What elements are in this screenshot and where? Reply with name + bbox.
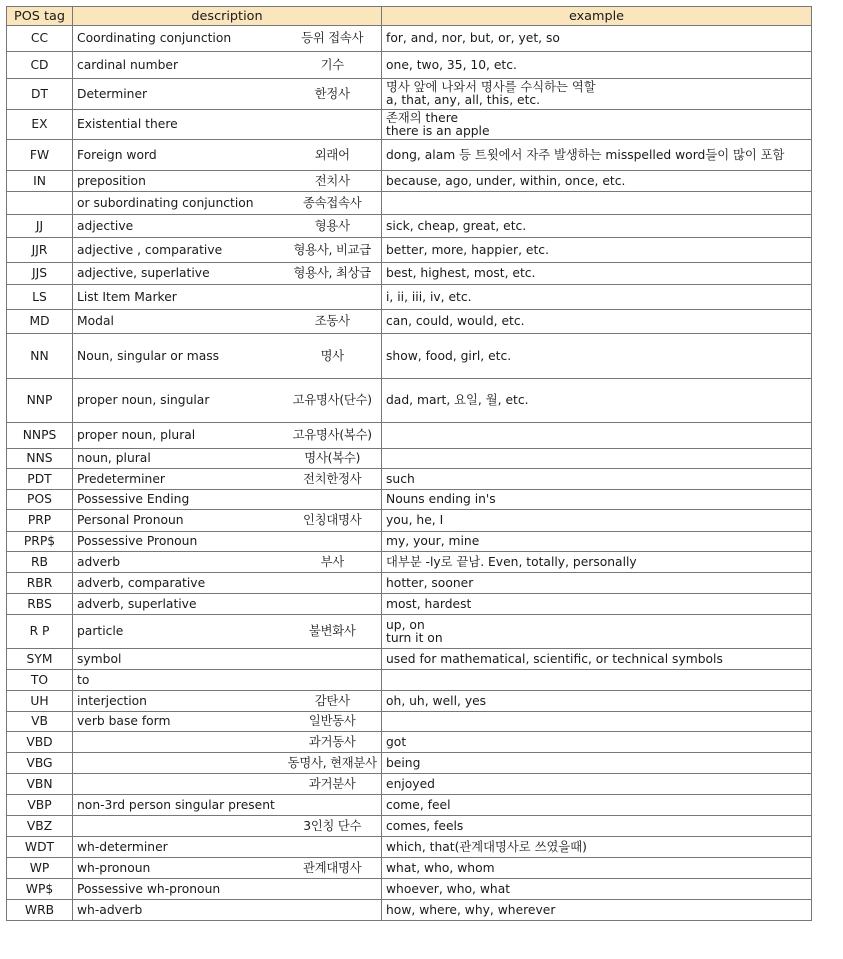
example-line: dong, alam 등 트윗에서 자주 발생하는 misspelled word들이 많이 포함 (386, 147, 785, 162)
table-row (7, 670, 812, 691)
example-line: such (386, 471, 415, 486)
pos-tag-cell: WP$ (7, 879, 73, 900)
example-line: comes, feels (386, 818, 464, 833)
korean-description-cell: 관계대명사 (284, 858, 382, 879)
korean-description-cell: 3인칭 단수 (284, 816, 382, 837)
example-cell (382, 192, 812, 215)
table-row (7, 753, 812, 774)
example-cell (382, 310, 812, 334)
table-row (7, 816, 812, 837)
example-cell (382, 649, 812, 670)
description-cell: preposition (73, 171, 284, 192)
table-row (7, 573, 812, 594)
pos-tag-cell: FW (7, 140, 73, 171)
korean-description-cell (284, 594, 382, 615)
table-row (7, 691, 812, 712)
description-cell: adverb, comparative (73, 573, 284, 594)
description-cell: wh-determiner (73, 837, 284, 858)
korean-description-cell (284, 670, 382, 691)
table-row (7, 52, 812, 79)
korean-description-cell: 형용사, 최상급 (284, 263, 382, 285)
description-cell: Existential there (73, 110, 284, 140)
example-cell (382, 732, 812, 753)
header-row (7, 7, 812, 26)
korean-description-cell (284, 879, 382, 900)
korean-description-cell: 형용사, 비교급 (284, 238, 382, 263)
example-cell (382, 795, 812, 816)
example-cell (382, 712, 812, 732)
description-cell: wh-adverb (73, 900, 284, 921)
korean-description-cell (284, 110, 382, 140)
example-cell (382, 837, 812, 858)
pos-tag-cell: NN (7, 334, 73, 379)
table-row (7, 615, 812, 649)
pos-tag-cell: VBD (7, 732, 73, 753)
example-line: there is an apple (386, 123, 490, 138)
table-row (7, 310, 812, 334)
pos-tag-cell: NNS (7, 449, 73, 469)
description-cell: List Item Marker (73, 285, 284, 310)
example-cell (382, 285, 812, 310)
table-row (7, 510, 812, 532)
example-line: one, two, 35, 10, etc. (386, 57, 517, 72)
table-row (7, 552, 812, 573)
table-row (7, 732, 812, 753)
korean-description-cell: 전치사 (284, 171, 382, 192)
table-row (7, 334, 812, 379)
description-cell: proper noun, plural (73, 423, 284, 449)
pos-tag-cell: JJ (7, 215, 73, 238)
example-line: being (386, 755, 421, 770)
pos-tag-cell: R P (7, 615, 73, 649)
pos-tag-cell: WRB (7, 900, 73, 921)
example-cell (382, 900, 812, 921)
example-cell (382, 510, 812, 532)
description-cell: interjection (73, 691, 284, 712)
example-cell (382, 573, 812, 594)
example-line: dad, mart, 요일, 월, etc. (386, 393, 529, 407)
example-line: my, your, mine (386, 534, 480, 548)
example-cell (382, 238, 812, 263)
table-row (7, 469, 812, 490)
description-cell: adverb (73, 552, 284, 573)
table-row (7, 379, 812, 423)
description-cell: noun, plural (73, 449, 284, 469)
korean-description-cell: 고유명사(복수) (284, 423, 382, 449)
description-cell: particle (73, 615, 284, 649)
table-row (7, 423, 812, 449)
table-row (7, 285, 812, 310)
description-cell: or subordinating conjunction (73, 192, 284, 215)
example-line: got (386, 734, 407, 749)
example-cell (382, 110, 812, 140)
pos-tag-cell: CD (7, 52, 73, 79)
pos-tag-cell: UH (7, 691, 73, 712)
example-line: i, ii, iii, iv, etc. (386, 289, 472, 304)
korean-description-cell (284, 900, 382, 921)
header-pos-tag: POS tag (7, 7, 73, 26)
pos-tag-cell: LS (7, 285, 73, 310)
description-cell: adjective , comparative (73, 238, 284, 263)
example-cell (382, 334, 812, 379)
korean-description-cell: 감탄사 (284, 691, 382, 712)
table-row (7, 192, 812, 215)
korean-description-cell: 외래어 (284, 140, 382, 171)
example-cell (382, 423, 812, 449)
korean-description-cell (284, 837, 382, 858)
pos-tag-cell: WDT (7, 837, 73, 858)
description-cell: verb base form (73, 712, 284, 732)
table-row (7, 26, 812, 52)
korean-description-cell: 등위 접속사 (284, 26, 382, 52)
pos-tag-cell: PDT (7, 469, 73, 490)
pos-tag-cell: VBZ (7, 816, 73, 837)
description-cell: adjective, superlative (73, 263, 284, 285)
example-cell (382, 140, 812, 171)
table-row (7, 238, 812, 263)
description-cell: cardinal number (73, 52, 284, 79)
header-description: description (73, 7, 382, 26)
example-cell (382, 469, 812, 490)
example-line: for, and, nor, but, or, yet, so (386, 31, 560, 45)
table-row (7, 110, 812, 140)
example-cell (382, 858, 812, 879)
example-line: what, who, whom (386, 860, 495, 875)
pos-tag-cell: VBG (7, 753, 73, 774)
pos-tag-cell: VBP (7, 795, 73, 816)
description-cell: to (73, 670, 284, 691)
korean-description-cell: 명사(복수) (284, 449, 382, 469)
example-line: hotter, sooner (386, 575, 474, 590)
pos-tag-cell: DT (7, 79, 73, 110)
table-row (7, 79, 812, 110)
table-body (7, 26, 812, 921)
example-line: Nouns ending in's (386, 492, 496, 506)
example-cell (382, 379, 812, 423)
korean-description-cell (284, 532, 382, 552)
korean-description-cell: 동명사, 현재분사 (284, 753, 382, 774)
pos-tag-cell: TO (7, 670, 73, 691)
description-cell (73, 753, 284, 774)
example-cell (382, 552, 812, 573)
table-row (7, 171, 812, 192)
korean-description-cell: 고유명사(단수) (284, 379, 382, 423)
example-cell (382, 532, 812, 552)
description-cell: Foreign word (73, 140, 284, 171)
example-line: turn it on (386, 630, 443, 645)
korean-description-cell (284, 285, 382, 310)
description-cell: symbol (73, 649, 284, 670)
example-cell (382, 79, 812, 110)
korean-description-cell: 부사 (284, 552, 382, 573)
example-line: best, highest, most, etc. (386, 266, 536, 280)
example-line: you, he, I (386, 513, 444, 527)
korean-description-cell: 과거분사 (284, 774, 382, 795)
description-cell: wh-pronoun (73, 858, 284, 879)
korean-description-cell: 종속접속사 (284, 192, 382, 215)
example-line: a, that, any, all, this, etc. (386, 93, 541, 107)
table-row (7, 712, 812, 732)
example-cell (382, 263, 812, 285)
description-cell: Predeterminer (73, 469, 284, 490)
table-row (7, 900, 812, 921)
description-cell: Personal Pronoun (73, 510, 284, 532)
pos-tag-table (6, 6, 812, 921)
korean-description-cell (284, 649, 382, 670)
description-cell: Determiner (73, 79, 284, 110)
header-example: example (382, 7, 812, 26)
pos-tag-cell: NNP (7, 379, 73, 423)
korean-description-cell: 일반동사 (284, 712, 382, 732)
description-cell: adjective (73, 215, 284, 238)
example-cell (382, 774, 812, 795)
table-row (7, 879, 812, 900)
pos-tag-cell: RBR (7, 573, 73, 594)
korean-description-cell: 한정사 (284, 79, 382, 110)
example-cell (382, 670, 812, 691)
example-line: show, food, girl, etc. (386, 348, 512, 363)
example-cell (382, 171, 812, 192)
description-cell: Possessive Pronoun (73, 532, 284, 552)
table-row (7, 263, 812, 285)
pos-tag-cell: EX (7, 110, 73, 140)
example-cell (382, 753, 812, 774)
korean-description-cell: 불변화사 (284, 615, 382, 649)
table-row (7, 795, 812, 816)
table-row (7, 532, 812, 552)
pos-tag-cell (7, 192, 73, 215)
table-row (7, 449, 812, 469)
description-cell: Noun, singular or mass (73, 334, 284, 379)
table-row (7, 774, 812, 795)
pos-tag-cell: RBS (7, 594, 73, 615)
table-row (7, 215, 812, 238)
table-row (7, 649, 812, 670)
pos-tag-cell: NNPS (7, 423, 73, 449)
pos-tag-cell: SYM (7, 649, 73, 670)
example-line: 존재의 there (386, 110, 459, 125)
example-cell (382, 816, 812, 837)
example-cell (382, 615, 812, 649)
korean-description-cell: 명사 (284, 334, 382, 379)
example-line: can, could, would, etc. (386, 314, 525, 328)
example-cell (382, 691, 812, 712)
pos-tag-cell: POS (7, 490, 73, 510)
pos-tag-cell: RB (7, 552, 73, 573)
table-row (7, 140, 812, 171)
example-cell (382, 594, 812, 615)
description-cell: Possessive wh-pronoun (73, 879, 284, 900)
table-row (7, 594, 812, 615)
example-cell (382, 215, 812, 238)
description-cell (73, 774, 284, 795)
description-cell (73, 732, 284, 753)
example-line: sick, cheap, great, etc. (386, 218, 527, 233)
example-line: whoever, who, what (386, 881, 511, 896)
example-line: used for mathematical, scientific, or technical symbols (386, 651, 723, 666)
korean-description-cell: 기수 (284, 52, 382, 79)
example-line: 명사 앞에 나와서 명사를 수식하는 역할 (386, 80, 596, 94)
example-line: up, on (386, 617, 425, 632)
description-cell: adverb, superlative (73, 594, 284, 615)
description-cell: proper noun, singular (73, 379, 284, 423)
example-line: oh, uh, well, yes (386, 693, 487, 708)
pos-tag-cell: MD (7, 310, 73, 334)
example-cell (382, 52, 812, 79)
pos-tag-cell: VBN (7, 774, 73, 795)
example-line: because, ago, under, within, once, etc. (386, 173, 626, 188)
example-cell (382, 26, 812, 52)
korean-description-cell (284, 573, 382, 594)
korean-description-cell: 조동사 (284, 310, 382, 334)
korean-description-cell: 전치한정사 (284, 469, 382, 490)
example-line: which, that(관계대명사로 쓰였을때) (386, 839, 587, 854)
example-line: come, feel (386, 797, 451, 812)
pos-tag-cell: JJR (7, 238, 73, 263)
korean-description-cell (284, 795, 382, 816)
table-row (7, 858, 812, 879)
korean-description-cell: 인칭대명사 (284, 510, 382, 532)
description-cell: Possessive Ending (73, 490, 284, 510)
description-cell: Modal (73, 310, 284, 334)
korean-description-cell (284, 490, 382, 510)
korean-description-cell: 형용사 (284, 215, 382, 238)
pos-tag-cell: PRP (7, 510, 73, 532)
example-cell (382, 879, 812, 900)
example-line: how, where, why, wherever (386, 902, 556, 917)
example-line: enjoyed (386, 776, 435, 791)
example-line: better, more, happier, etc. (386, 242, 549, 257)
pos-tag-cell: IN (7, 171, 73, 192)
table-row (7, 837, 812, 858)
pos-tag-cell: JJS (7, 263, 73, 285)
description-cell: Coordinating conjunction (73, 26, 284, 52)
description-cell: non-3rd person singular present (73, 795, 284, 816)
korean-description-cell: 과거동사 (284, 732, 382, 753)
pos-tag-cell: CC (7, 26, 73, 52)
pos-tag-cell: VB (7, 712, 73, 732)
description-cell (73, 816, 284, 837)
table-row (7, 490, 812, 510)
example-line: 대부분 -ly로 끝남. Even, totally, personally (386, 554, 637, 569)
pos-tag-cell: WP (7, 858, 73, 879)
example-cell (382, 449, 812, 469)
pos-tag-cell: PRP$ (7, 532, 73, 552)
example-line: most, hardest (386, 596, 472, 611)
example-cell (382, 490, 812, 510)
